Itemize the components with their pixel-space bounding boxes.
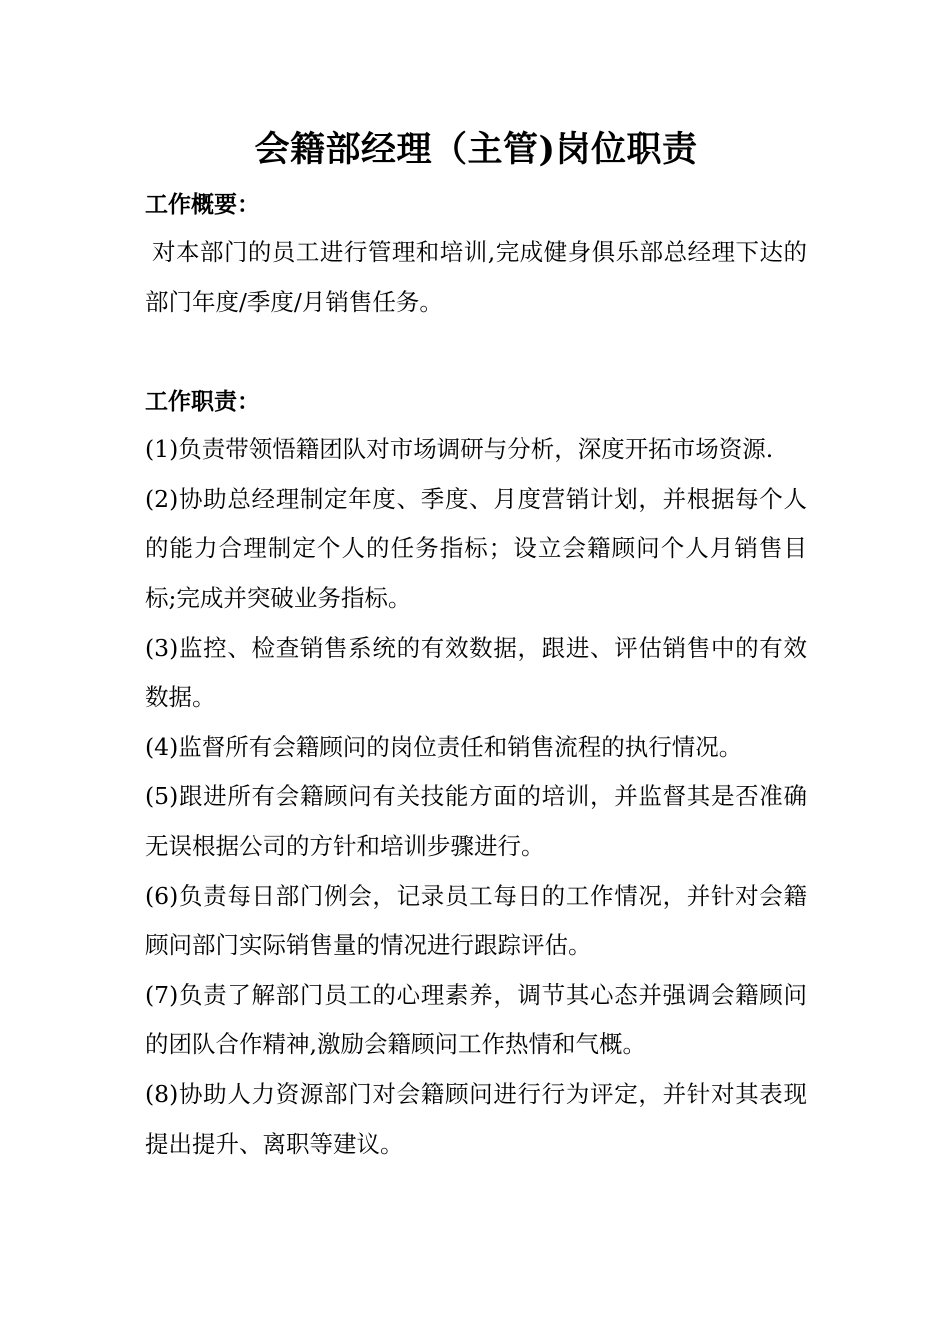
duty-item-5: (5)跟进所有会籍顾问有关技能方面的培训，并监督其是否准确无误根据公司的方针和培训步骤进行。 — [145, 782, 807, 860]
duty-item-4: (4)监督所有会籍顾问的岗位责任和销售流程的执行情况。 — [145, 732, 743, 761]
document-page — [145, 118, 807, 1169]
summary-text: 对本部门的员工进行管理和培训,完成健身俱乐部总经理下达的部门年度/季度/月销售任务。 — [145, 238, 807, 316]
duty-item-8: (8)协助人力资源部门对会籍顾问进行行为评定，并针对其表现提出提升、离职等建议。 — [145, 1079, 807, 1158]
duties-heading: 工作职责： — [145, 388, 260, 416]
duty-item-3: (3)监控、检查销售系统的有效数据，跟进、评估销售中的有效数据。 — [145, 633, 807, 712]
duty-item-6: (6)负责每日部门例会，记录员工每日的工作情况，并针对会籍顾问部门实际销售量的情况进行跟踪评估。 — [145, 881, 807, 960]
duty-item-1: (1)负责带领悟籍团队对市场调研与分析，深度开拓市场资源. — [145, 435, 774, 464]
summary-heading: 工作概要： — [145, 191, 260, 218]
duty-item-2: (2)协助总经理制定年度、季度、月度营销计划，并根据每个人的能力合理制定个人的任务指标；设立会籍顾问个人月销售目标;完成并突破业务指标。 — [145, 484, 807, 612]
spacer — [145, 327, 807, 379]
duty-item-7: (7)负责了解部门员工的心理素养，调节其心态并强调会籍顾问的团队合作精神,激励会籍顾问工作热情和气概。 — [145, 980, 807, 1059]
summary-section — [145, 182, 807, 327]
duties-section — [145, 379, 807, 1169]
document-title: 会籍部经理（主管)岗位职责 — [254, 129, 698, 170]
duties-list — [145, 425, 807, 1169]
